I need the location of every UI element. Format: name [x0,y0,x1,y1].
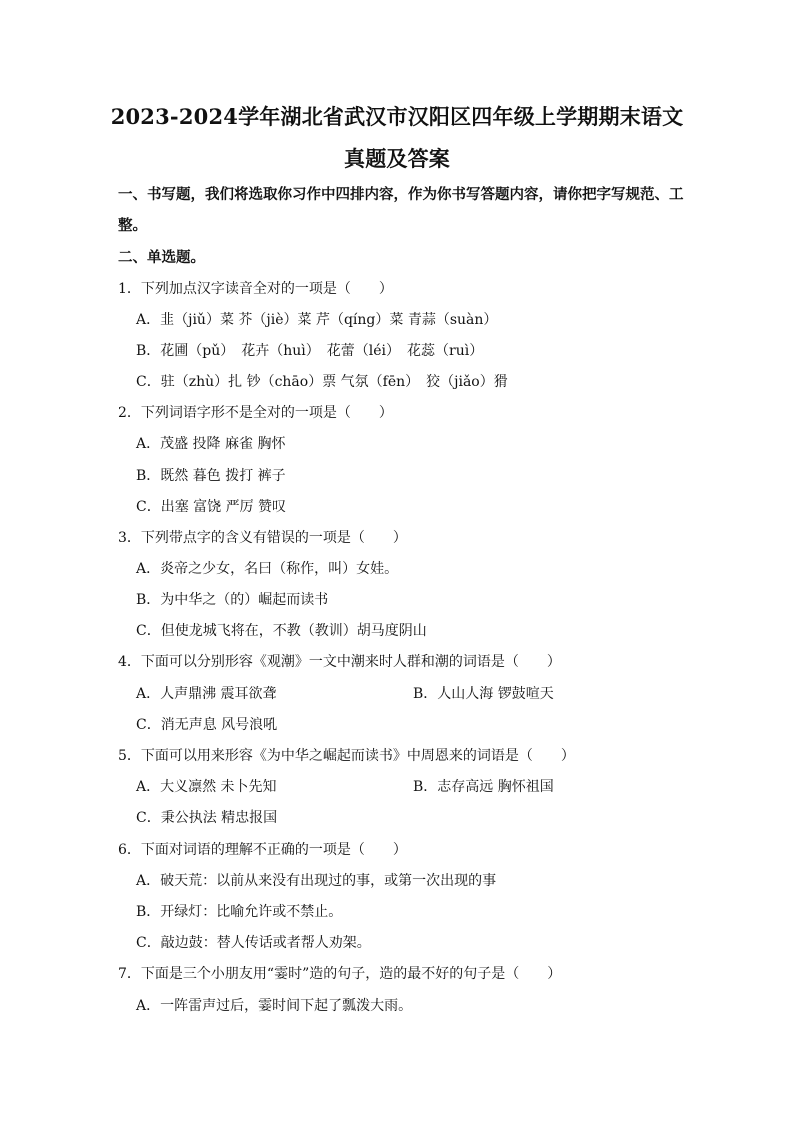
question-6-option-c: C．敲边鼓：替人传话或者帮人劝架。 [136,935,371,951]
section-1-heading: 一、书写题，我们将选取你习作中四排内容，作为你书写答题内容，请你把字写规范、工 [118,186,684,203]
question-3-option-a: A．炎帝之少女，名曰（称作，叫）女娃。 [136,561,399,577]
question-6-option-a: A．破天荒：以前从来没有出现过的事，或第一次出现的事 [136,873,497,889]
question-5-stem: 5．下面可以用来形容《为中华之崛起而读书》中周恩来的词语是（ ） [118,748,575,764]
question-2-option-a: A．茂盛 投降 麻雀 胸怀 [136,436,286,452]
question-7-option-a: A．一阵雷声过后，霎时间下起了瓢泼大雨。 [136,998,413,1014]
question-5-option-c: C．秉公执法 精忠报国 [136,810,278,826]
question-2-option-b: B．既然 暮色 拨打 裤子 [136,468,286,484]
doc-title-line-1: 2023-2024学年湖北省武汉市汉阳区四年级上学期期末语文 [110,104,684,129]
question-3-option-c: C．但使龙城飞将在，不教（教训）胡马度阴山 [136,623,427,639]
question-4-option-b: B．人山人海 锣鼓喧天 [413,686,554,702]
question-2-option-c: C．出塞 富饶 严厉 赞叹 [136,499,287,515]
question-7-stem: 7．下面是三个小朋友用“霎时”造的句子，造的最不好的句子是（ ） [118,966,562,982]
question-4-stem: 4．下面可以分别形容《观潮》一文中潮来时人群和潮的词语是（ ） [118,654,561,670]
question-1-option-c: C．驻（zhù）扎 钞（chāo）票 气氛（fēn） 狡（jiǎo）猾 [136,374,508,390]
section-1-heading-cont: 整。 [118,217,147,234]
question-6-stem: 6．下面对词语的理解不正确的一项是（ ） [118,842,407,858]
question-6-option-b: B．开绿灯：比喻允许或不禁止。 [136,904,343,920]
question-2-stem: 2．下列词语字形不是全对的一项是（ ） [118,405,393,421]
question-3-stem: 3．下列带点字的含义有错误的一项是（ ） [118,530,407,546]
question-5-option-a: A．大义凛然 未卜先知 [136,779,277,795]
question-5-option-b: B．志存高远 胸怀祖国 [413,779,554,795]
doc-title-line-2: 真题及答案 [344,146,450,171]
question-1-stem: 1．下列加点汉字读音全对的一项是（ ） [118,281,393,297]
question-4-option-a: A．人声鼎沸 震耳欲聋 [136,686,277,702]
question-4-option-c: C．消无声息 风号浪吼 [136,717,278,733]
question-1-option-a: A．韭（jiǔ）菜 芥（jiè）菜 芹（qíng）菜 青蒜（suàn） [136,312,498,328]
section-2-heading: 二、单选题。 [118,249,205,266]
question-1-option-b: B．花圃（pǔ） 花卉（huì） 花蕾（léi） 花蕊（ruì） [136,343,484,359]
question-3-option-b: B．为中华之（的）崛起而读书 [136,592,329,608]
